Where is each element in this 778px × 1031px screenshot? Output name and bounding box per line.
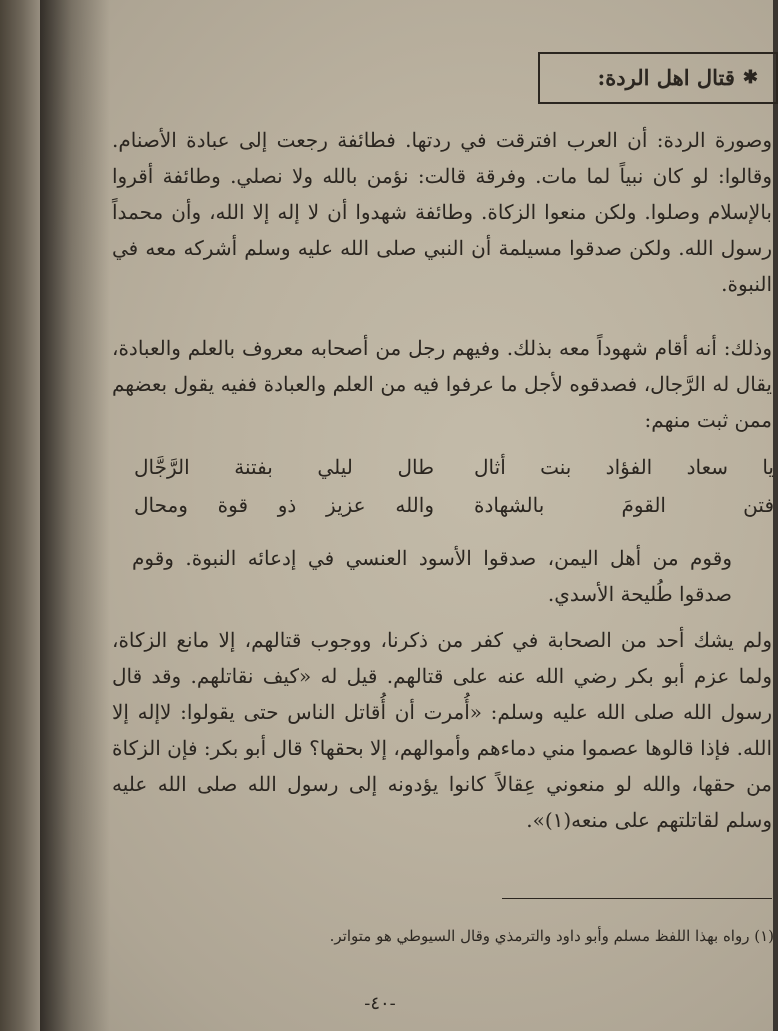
paragraph-apostasy-forms: وصورة الردة: أن العرب افترقت في ردتها. فطائفة رجعت إلى عبادة الأصنام. وقالوا: لو كان نبياً لما مات. وفرقة قالت: نؤمن بالله ولا نصلي. وطائفة أقروا بالإسلام وصلوا. ولكن منعوا الزكاة. وطائفة شهدوا أن لا إله إلا الله، وأن محمداً رسول الله. ولكن صدقوا مسيلمة أن النبي صلى الله عليه وسلم أشركه معه في النبوة.	[112, 128, 772, 296]
footnote-divider	[502, 898, 772, 899]
poem-verse-1	[134, 448, 774, 486]
book-page	[40, 0, 773, 1031]
paragraph-yemen: وقوم من أهل اليمن، صدقوا الأسود العنسي في إدعائه النبوة. وقوم صدقوا طُليحة الأسدي.	[132, 546, 732, 606]
poem-verse-2	[134, 486, 774, 524]
paragraph-zakat: ولم يشك أحد من الصحابة في كفر من ذكرنا، ووجوب قتالهم، إلا مانع الزكاة، ولما عزم أبو بكر رضي الله عنه على قتالهم. قيل له «كيف نقاتلهم. وقد قال رسول الله صلى الله عليه وسلم: «أُمرت أن أُقاتل الناس حتى يقولوا: لاإله إلا الله. فإذا قالوها عصموا مني دماءهم وأموالهم، إلا بحقها؟ قال أبو بكر: فإن الزكاة من حقها، والله لو منعوني عِقالاً كانوا يؤدونه إلى رسول الله صلى الله عليه وسلم لقاتلتهم على منعه(١)».	[112, 628, 772, 832]
page-number: -٤٠-	[364, 993, 396, 1014]
paragraph-rajjal: وذلك: أنه أقام شهوداً معه بذلك. وفيهم رجل من أصحابه معروف بالعلم والعبادة، يقال له الرَّجال، فصدقوه لأجل ما عرفوا فيه من العلم والعبادة ففيه يقول بعضهم ممن ثبت منهم:	[112, 336, 772, 432]
section-heading	[538, 52, 778, 104]
poem-hemistich: فتن القومَ بالشهادة	[474, 493, 774, 517]
footnote: (١) رواه بهذا اللفظ مسلم وأبو داود والترمذي وقال السيوطي هو متواتر.	[329, 927, 774, 945]
poem-hemistich: طال ليلي بفتنة الرَّجَّال	[134, 455, 434, 479]
section-heading-text: قتال اهل الردة:	[597, 65, 735, 90]
poem-hemistich: يا سعاد الفؤاد بنت أثال	[474, 455, 774, 479]
gutter-shadow	[40, 0, 110, 1031]
poem-hemistich: والله عزيز ذو قوة ومحال	[134, 493, 434, 517]
asterisk-icon: ✱	[742, 67, 758, 88]
poem	[134, 448, 774, 524]
page-content	[102, 0, 774, 1031]
